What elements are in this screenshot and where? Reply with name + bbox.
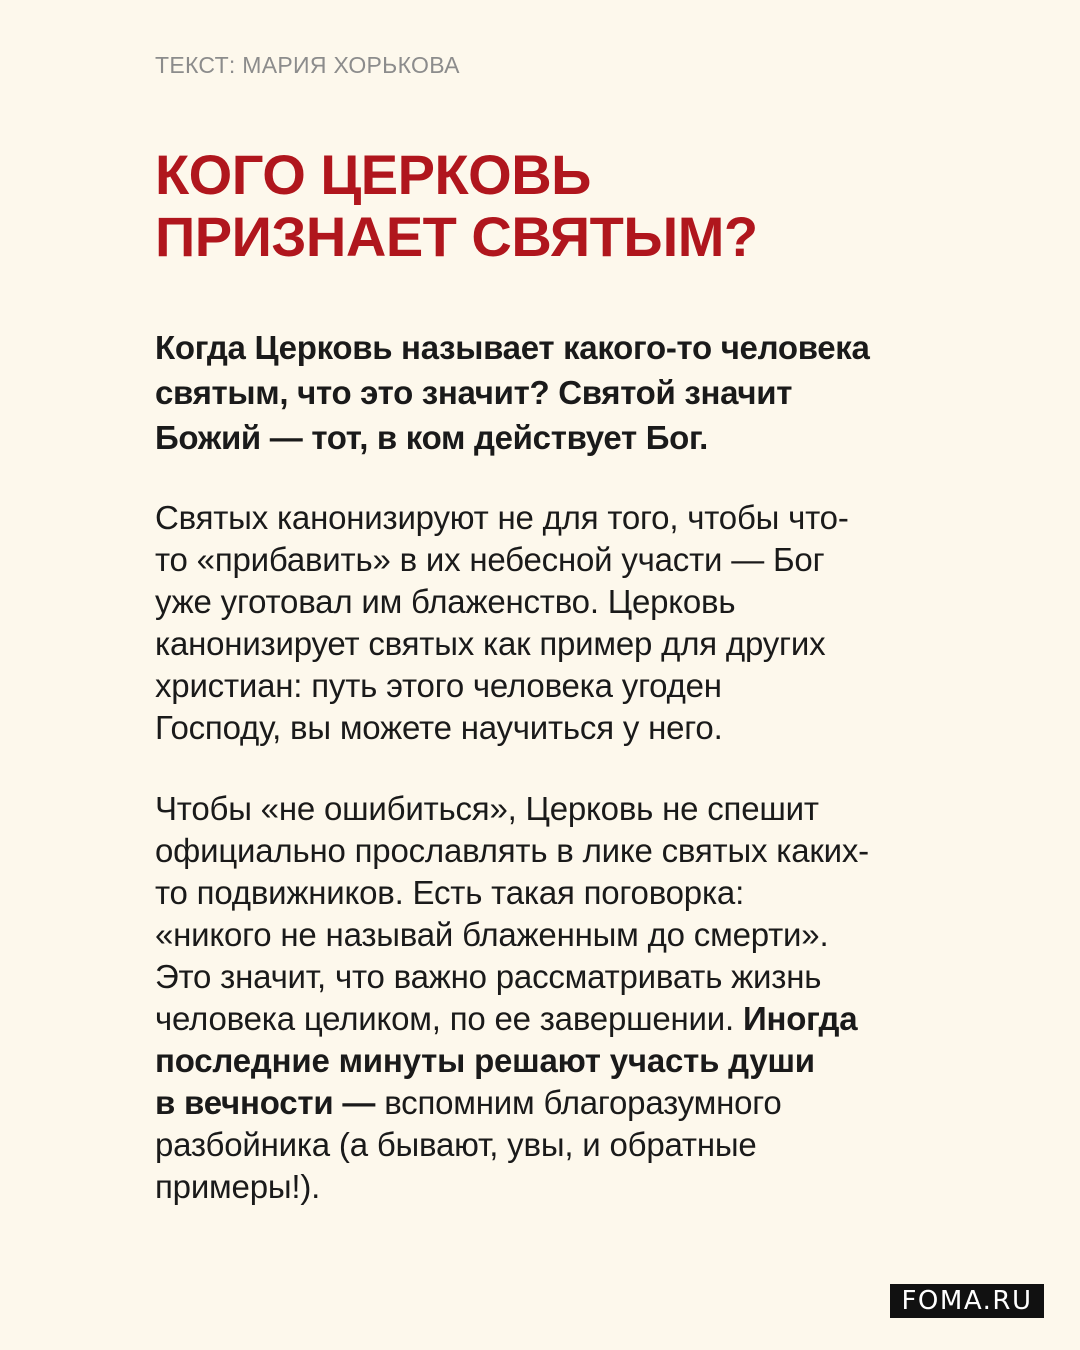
- paragraph-line: то «прибавить» в их небесной участи — Бог: [155, 541, 825, 578]
- bold-text: последние минуты решают участь души: [155, 1042, 815, 1079]
- paragraph-line: [155, 1082, 1035, 1124]
- regular-text: вспомним благоразумного: [375, 1084, 782, 1121]
- paragraph-line: то подвижников. Есть такая поговорка:: [155, 874, 745, 911]
- paragraph-line: канонизирует святых как пример для других: [155, 625, 826, 662]
- paragraph-line: официально прославлять в лике святых каких-: [155, 832, 869, 869]
- paragraph-line: разбойника (а бывают, увы, и обратные: [155, 1126, 757, 1163]
- lead-line: Когда Церковь называет какого-то человека: [155, 329, 870, 366]
- author-byline: ТЕКСТ: МАРИЯ ХОРЬКОВА: [155, 52, 460, 78]
- bold-text: в вечности —: [155, 1084, 376, 1121]
- article-headline: [155, 144, 1015, 268]
- body-paragraph-2: [155, 788, 1035, 1208]
- paragraph-line: Святых канонизируют не для того, чтобы что-: [155, 499, 849, 536]
- paragraph-line: Это значит, что важно рассматривать жизнь: [155, 958, 822, 995]
- paragraph-line: Чтобы «не ошибиться», Церковь не спешит: [155, 790, 819, 827]
- lead-line: Божий — тот, в ком действует Бог.: [155, 419, 708, 456]
- paragraph-line: [155, 1040, 1035, 1082]
- lead-paragraph: [155, 325, 1015, 460]
- regular-text: человека целиком, по ее завершении.: [155, 1000, 743, 1037]
- lead-line: святым, что это значит? Святой значит: [155, 374, 793, 411]
- paragraph-line: Господу, вы можете научиться у него.: [155, 709, 723, 746]
- paragraph-line: уже уготовал им блаженство. Церковь: [155, 583, 736, 620]
- headline-line: КОГО ЦЕРКОВЬ: [155, 143, 591, 206]
- body-paragraph-1: [155, 497, 1035, 749]
- headline-line: ПРИЗНАЕТ СВЯТЫМ?: [155, 205, 758, 268]
- paragraph-line: «никого не называй блаженным до смерти».: [155, 916, 829, 953]
- paragraph-line: [155, 998, 1035, 1040]
- bold-text: Иногда: [742, 1000, 858, 1037]
- paragraph-line: примеры!).: [155, 1168, 321, 1205]
- brand-logo: FOMA.RU: [890, 1284, 1044, 1318]
- paragraph-line: христиан: путь этого человека угоден: [155, 667, 722, 704]
